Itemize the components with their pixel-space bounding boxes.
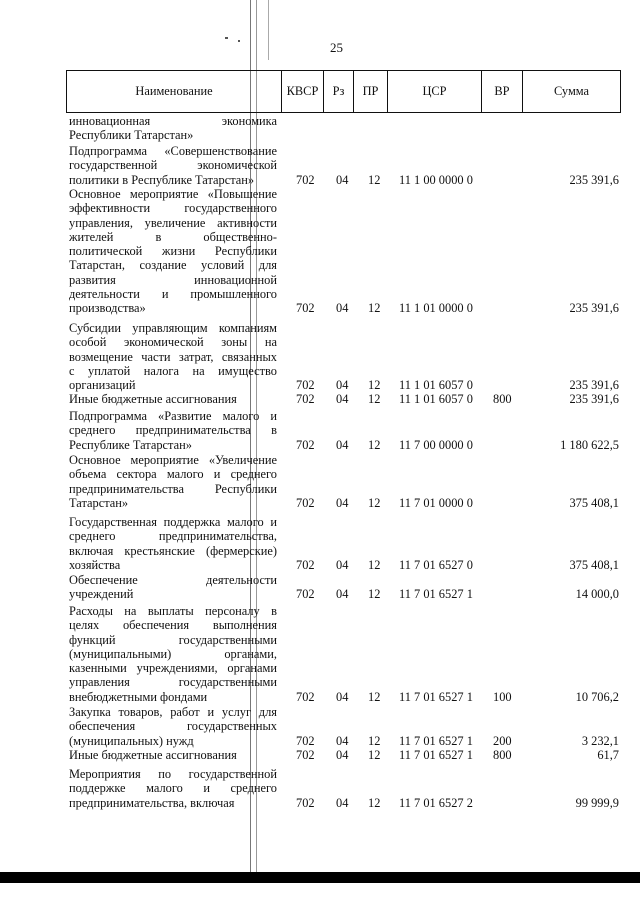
row-rz: 04 bbox=[336, 495, 349, 510]
table-row bbox=[66, 144, 626, 187]
row-name-line: деятельности и промышленного bbox=[69, 287, 277, 302]
table-row bbox=[66, 767, 626, 810]
row-sum: 235 391,6 bbox=[569, 301, 619, 316]
row-name-line: среднего предпринимательства в bbox=[69, 423, 277, 438]
row-name-line: государственной экономической bbox=[69, 158, 277, 173]
row-name-line: организаций bbox=[69, 378, 136, 393]
table-row bbox=[66, 321, 626, 393]
scan-speck bbox=[225, 37, 228, 39]
row-rz: 04 bbox=[336, 378, 349, 393]
row-name-line: с уплатой налога на имущество bbox=[69, 363, 277, 378]
row-kvsr: 702 bbox=[296, 437, 315, 452]
table-row bbox=[66, 705, 626, 748]
table-row bbox=[66, 573, 626, 602]
table-row bbox=[66, 114, 626, 143]
row-name-line: Республики Татарстан» bbox=[69, 128, 194, 143]
row-sum: 3 232,1 bbox=[581, 733, 619, 748]
row-name bbox=[69, 604, 277, 704]
row-pr: 12 bbox=[368, 795, 381, 810]
row-name-line: казенными учреждениями, органами bbox=[69, 661, 277, 676]
table-row bbox=[66, 748, 626, 762]
row-kvsr: 702 bbox=[296, 301, 315, 316]
row-kvsr: 702 bbox=[296, 733, 315, 748]
row-rz: 04 bbox=[336, 733, 349, 748]
row-csr: 11 1 01 6057 0 bbox=[399, 392, 473, 406]
table-row bbox=[66, 604, 626, 704]
row-name-line: Иные бюджетные ассигнования bbox=[69, 748, 237, 762]
row-name-line: хозяйства bbox=[69, 557, 121, 572]
row-name-line: обеспечения государственных bbox=[69, 719, 277, 734]
row-sum: 99 999,9 bbox=[575, 795, 619, 810]
row-name-line: Закупка товаров, работ и услуг для bbox=[69, 705, 277, 719]
row-name-line: производства» bbox=[69, 301, 146, 316]
row-rz: 04 bbox=[336, 172, 349, 187]
row-vr: 100 bbox=[493, 689, 512, 704]
row-name-line: Подпрограмма «Развитие малого и bbox=[69, 409, 277, 423]
row-sum: 10 706,2 bbox=[575, 689, 619, 704]
header-name: Наименование bbox=[67, 71, 282, 112]
row-name bbox=[69, 705, 277, 748]
row-kvsr: 702 bbox=[296, 392, 315, 406]
row-rz: 04 bbox=[336, 437, 349, 452]
row-name-line: инновационная экономика bbox=[69, 114, 277, 128]
header-csr: ЦСР bbox=[388, 71, 482, 112]
row-name-line: Татарстан, создание условий для bbox=[69, 258, 277, 273]
row-name-line: Основное мероприятие «Повышение bbox=[69, 187, 277, 201]
row-name-line: политической жизни Республики bbox=[69, 244, 277, 259]
row-name-line: функций государственными bbox=[69, 632, 277, 647]
row-csr: 11 1 01 0000 0 bbox=[399, 301, 473, 316]
row-rz: 04 bbox=[336, 795, 349, 810]
row-name-line: предпринимательства Республики bbox=[69, 481, 277, 496]
table-header bbox=[66, 70, 621, 113]
row-name-line: эффективности государственного bbox=[69, 201, 277, 216]
row-rz: 04 bbox=[336, 392, 349, 406]
row-pr: 12 bbox=[368, 748, 381, 762]
row-sum: 235 391,6 bbox=[569, 172, 619, 187]
row-csr: 11 7 00 0000 0 bbox=[399, 437, 473, 452]
header-kvsr: КВСР bbox=[282, 71, 324, 112]
row-name-line: Республике Татарстан» bbox=[69, 437, 192, 452]
row-sum: 1 180 622,5 bbox=[560, 437, 619, 452]
row-name-line: Мероприятия по государственной bbox=[69, 767, 277, 781]
table-row bbox=[66, 409, 626, 452]
row-kvsr: 702 bbox=[296, 172, 315, 187]
row-name-line: предпринимательства, включая bbox=[69, 795, 235, 810]
row-name bbox=[69, 321, 277, 392]
row-name bbox=[69, 573, 277, 602]
row-kvsr: 702 bbox=[296, 795, 315, 810]
row-name-line: развития инновационной bbox=[69, 272, 277, 287]
row-name-line: внебюджетными фондами bbox=[69, 689, 208, 704]
header-pr: ПР bbox=[354, 71, 388, 112]
row-name bbox=[69, 187, 277, 316]
row-rz: 04 bbox=[336, 557, 349, 572]
row-name bbox=[69, 748, 277, 762]
table-row bbox=[66, 453, 626, 510]
row-name-line: управления государственными bbox=[69, 675, 277, 690]
row-name-line: возмещение части затрат, связанных bbox=[69, 349, 277, 364]
row-name bbox=[69, 392, 277, 406]
row-pr: 12 bbox=[368, 172, 381, 187]
row-pr: 12 bbox=[368, 392, 381, 406]
row-csr: 11 7 01 6527 0 bbox=[399, 557, 473, 572]
row-name-line: (муниципальных) нужд bbox=[69, 733, 194, 748]
row-kvsr: 702 bbox=[296, 748, 315, 762]
row-name-line: Субсидии управляющим компаниям bbox=[69, 321, 277, 335]
row-name-line: Расходы на выплаты персоналу в bbox=[69, 604, 277, 618]
scan-speck bbox=[238, 40, 240, 42]
row-name-line: (муниципальными) органами, bbox=[69, 646, 277, 661]
scan-bottom-edge bbox=[0, 872, 640, 883]
row-vr: 800 bbox=[493, 392, 512, 406]
row-vr: 200 bbox=[493, 733, 512, 748]
row-pr: 12 bbox=[368, 689, 381, 704]
row-name-line: особой экономической зоны на bbox=[69, 335, 277, 350]
table-row bbox=[66, 515, 626, 572]
row-csr: 11 7 01 6527 1 bbox=[399, 733, 473, 748]
row-pr: 12 bbox=[368, 587, 381, 602]
row-name-line: политики в Республике Татарстан» bbox=[69, 172, 255, 187]
header-sum: Сумма bbox=[553, 84, 590, 98]
header-rz: Рз bbox=[324, 71, 354, 112]
row-name-line: Татарстан» bbox=[69, 495, 129, 510]
row-name-line: целях обеспечения выполнения bbox=[69, 618, 277, 633]
row-rz: 04 bbox=[336, 748, 349, 762]
row-csr: 11 7 01 6527 1 bbox=[399, 689, 473, 704]
row-name bbox=[69, 767, 277, 810]
row-sum: 14 000,0 bbox=[575, 587, 619, 602]
scan-artifact-line bbox=[268, 0, 269, 60]
row-kvsr: 702 bbox=[296, 495, 315, 510]
row-pr: 12 bbox=[368, 301, 381, 316]
row-name bbox=[69, 409, 277, 452]
row-name bbox=[69, 144, 277, 187]
row-csr: 11 7 01 6527 1 bbox=[399, 748, 473, 762]
row-name bbox=[69, 114, 277, 143]
row-name-line: жителей в общественно- bbox=[69, 229, 277, 244]
row-pr: 12 bbox=[368, 495, 381, 510]
table-row bbox=[66, 392, 626, 406]
row-csr: 11 7 01 6527 2 bbox=[399, 795, 473, 810]
row-kvsr: 702 bbox=[296, 587, 315, 602]
table-row bbox=[66, 187, 626, 316]
row-pr: 12 bbox=[368, 733, 381, 748]
row-name-line: объема сектора малого и среднего bbox=[69, 467, 277, 482]
row-kvsr: 702 bbox=[296, 557, 315, 572]
row-pr: 12 bbox=[368, 378, 381, 393]
row-csr: 11 7 01 0000 0 bbox=[399, 495, 473, 510]
row-csr: 11 7 01 6527 1 bbox=[399, 587, 473, 602]
row-name-line: Основное мероприятие «Увеличение bbox=[69, 453, 277, 467]
row-name-line: среднего предпринимательства, bbox=[69, 529, 277, 544]
header-vr: ВР bbox=[482, 71, 523, 112]
row-sum: 235 391,6 bbox=[569, 392, 619, 406]
row-name bbox=[69, 515, 277, 572]
row-sum: 375 408,1 bbox=[569, 557, 619, 572]
row-csr: 11 1 00 0000 0 bbox=[399, 172, 473, 187]
row-name bbox=[69, 453, 277, 510]
row-csr: 11 1 01 6057 0 bbox=[399, 378, 473, 393]
row-name-line: Обеспечение деятельности bbox=[69, 573, 277, 587]
row-kvsr: 702 bbox=[296, 689, 315, 704]
row-name-line: управления, увеличение активности bbox=[69, 215, 277, 230]
row-pr: 12 bbox=[368, 557, 381, 572]
row-pr: 12 bbox=[368, 437, 381, 452]
row-name-line: поддержке малого и среднего bbox=[69, 781, 277, 796]
row-vr: 800 bbox=[493, 748, 512, 762]
row-name-line: учреждений bbox=[69, 587, 134, 602]
row-sum: 235 391,6 bbox=[569, 378, 619, 393]
row-name-line: Государственная поддержка малого и bbox=[69, 515, 277, 529]
row-rz: 04 bbox=[336, 301, 349, 316]
row-name-line: Иные бюджетные ассигнования bbox=[69, 392, 237, 406]
row-rz: 04 bbox=[336, 587, 349, 602]
row-name-line: включая крестьянские (фермерские) bbox=[69, 543, 277, 558]
row-name-line: Подпрограмма «Совершенствование bbox=[69, 144, 277, 158]
row-sum: 375 408,1 bbox=[569, 495, 619, 510]
row-rz: 04 bbox=[336, 689, 349, 704]
row-kvsr: 702 bbox=[296, 378, 315, 393]
page-number: 25 bbox=[330, 40, 343, 55]
row-sum: 61,7 bbox=[597, 748, 619, 762]
